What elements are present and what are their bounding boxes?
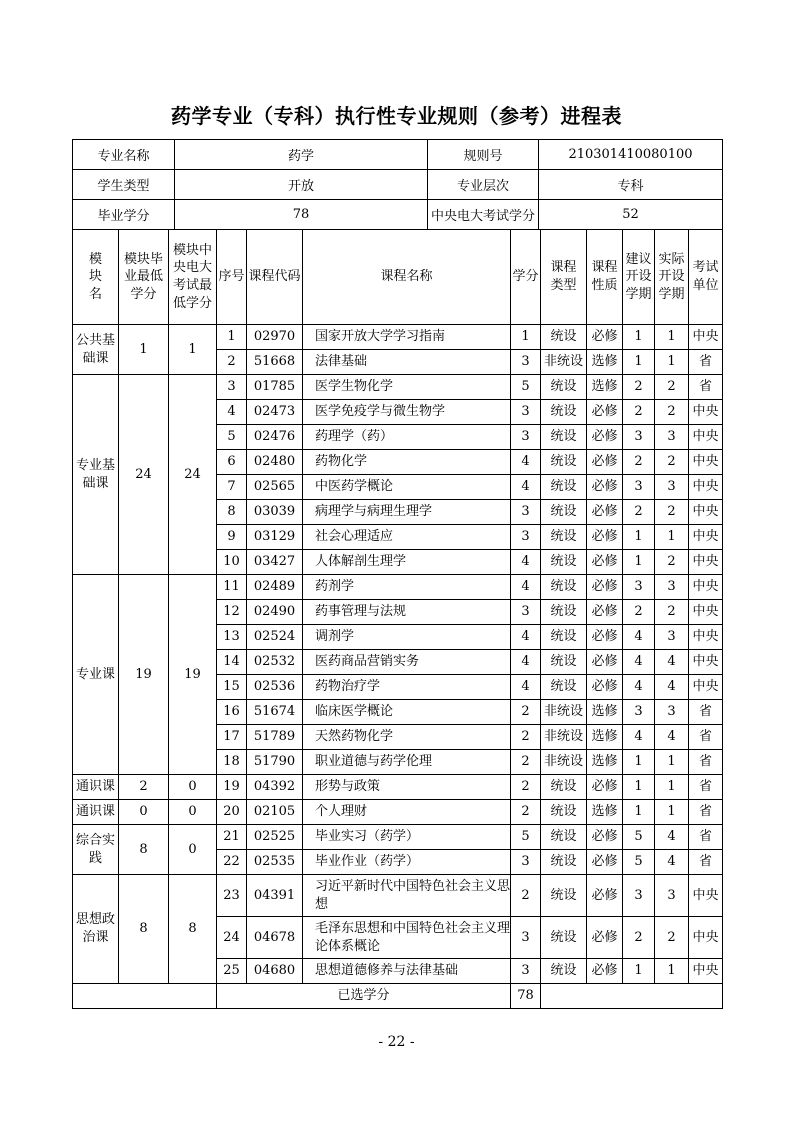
cell-name: 临床医学概论 xyxy=(303,700,511,725)
cell-code: 03129 xyxy=(247,525,303,550)
cell-name: 法律基础 xyxy=(303,350,511,375)
cell-seq: 14 xyxy=(217,650,247,675)
cell-unit: 中央 xyxy=(689,475,723,500)
total-value: 78 xyxy=(511,984,541,1009)
cell-nature: 选修 xyxy=(587,725,623,750)
cell-type: 统设 xyxy=(541,800,587,825)
cell-credit: 1 xyxy=(511,325,541,350)
cell-code: 51668 xyxy=(247,350,303,375)
cell-suggest: 4 xyxy=(623,625,655,650)
header-seq: 序号 xyxy=(217,230,247,325)
header-module: 模块名 xyxy=(73,230,119,325)
cell-credit: 4 xyxy=(511,450,541,475)
cell-suggest: 2 xyxy=(623,450,655,475)
cell-name: 毛泽东思想和中国特色社会主义理论体系概论 xyxy=(303,917,511,959)
cell-unit: 中央 xyxy=(689,875,723,917)
cell-unit: 省 xyxy=(689,825,723,850)
cell-name: 毕业作业（药学） xyxy=(303,850,511,875)
cell-credit: 4 xyxy=(511,625,541,650)
cell-name: 天然药物化学 xyxy=(303,725,511,750)
cell-type: 统设 xyxy=(541,825,587,850)
cell-type: 非统设 xyxy=(541,750,587,775)
cell-code: 02105 xyxy=(247,800,303,825)
cell-name: 习近平新时代中国特色社会主义思想 xyxy=(303,875,511,917)
cell-credit: 2 xyxy=(511,875,541,917)
cell-unit: 中央 xyxy=(689,959,723,984)
cell-seq: 4 xyxy=(217,400,247,425)
credit-label: 毕业学分 xyxy=(73,200,175,230)
cell-nature: 必修 xyxy=(587,425,623,450)
course-body xyxy=(73,325,723,984)
cell-seq: 24 xyxy=(217,917,247,959)
cell-actual: 3 xyxy=(655,425,689,450)
cell-nature: 必修 xyxy=(587,917,623,959)
cell-nature: 必修 xyxy=(587,400,623,425)
cell-name: 药理学（药） xyxy=(303,425,511,450)
cell-name: 病理学与病理生理学 xyxy=(303,500,511,525)
cell-unit: 中央 xyxy=(689,600,723,625)
cell-nature: 必修 xyxy=(587,675,623,700)
cell-credit: 3 xyxy=(511,850,541,875)
cell-type: 统设 xyxy=(541,650,587,675)
cell-code: 02970 xyxy=(247,325,303,350)
cell-suggest: 2 xyxy=(623,600,655,625)
cell-name: 药物化学 xyxy=(303,450,511,475)
cell-type: 统设 xyxy=(541,500,587,525)
cell-actual: 3 xyxy=(655,575,689,600)
cell-credit: 5 xyxy=(511,825,541,850)
cell-type: 统设 xyxy=(541,575,587,600)
cell-code: 03039 xyxy=(247,500,303,525)
group-module: 通识课 xyxy=(73,800,119,825)
cell-name: 调剂学 xyxy=(303,625,511,650)
cell-name: 中医药学概论 xyxy=(303,475,511,500)
cell-actual: 1 xyxy=(655,525,689,550)
cell-seq: 16 xyxy=(217,700,247,725)
cell-seq: 23 xyxy=(217,875,247,917)
cell-credit: 3 xyxy=(511,600,541,625)
cell-unit: 中央 xyxy=(689,450,723,475)
cell-type: 统设 xyxy=(541,775,587,800)
cell-actual: 1 xyxy=(655,959,689,984)
cell-code: 04391 xyxy=(247,875,303,917)
level-label: 专业层次 xyxy=(428,170,539,200)
cell-actual: 2 xyxy=(655,400,689,425)
cell-actual: 2 xyxy=(655,450,689,475)
cell-code: 02535 xyxy=(247,850,303,875)
header-central-min: 模块中央电大考试最低学分 xyxy=(169,230,217,325)
info-row xyxy=(73,140,723,170)
cell-actual: 3 xyxy=(655,475,689,500)
cell-credit: 4 xyxy=(511,475,541,500)
cell-nature: 必修 xyxy=(587,959,623,984)
cell-seq: 12 xyxy=(217,600,247,625)
cell-code: 02565 xyxy=(247,475,303,500)
group-module: 专业课 xyxy=(73,575,119,775)
cell-credit: 2 xyxy=(511,700,541,725)
cell-unit: 省 xyxy=(689,350,723,375)
table-row xyxy=(73,575,723,600)
cell-unit: 中央 xyxy=(689,650,723,675)
table-row xyxy=(73,325,723,350)
cell-suggest: 1 xyxy=(623,775,655,800)
cell-seq: 17 xyxy=(217,725,247,750)
group-central-min: 19 xyxy=(169,575,217,775)
cell-suggest: 3 xyxy=(623,475,655,500)
cell-suggest: 1 xyxy=(623,800,655,825)
cell-suggest: 5 xyxy=(623,825,655,850)
page-title: 药学专业（专科）执行性专业规则（参考）进程表 xyxy=(171,104,622,128)
header-nature: 课程性质 xyxy=(587,230,623,325)
cell-code: 01785 xyxy=(247,375,303,400)
cell-type: 统设 xyxy=(541,675,587,700)
cell-type: 统设 xyxy=(541,959,587,984)
cell-credit: 3 xyxy=(511,400,541,425)
group-min-credit: 0 xyxy=(119,800,169,825)
cell-credit: 5 xyxy=(511,375,541,400)
group-central-min: 1 xyxy=(169,325,217,375)
cell-unit: 中央 xyxy=(689,917,723,959)
cell-credit: 4 xyxy=(511,675,541,700)
cell-seq: 3 xyxy=(217,375,247,400)
header-name: 课程名称 xyxy=(303,230,511,325)
cell-name: 毕业实习（药学） xyxy=(303,825,511,850)
group-module: 通识课 xyxy=(73,775,119,800)
cell-unit: 省 xyxy=(689,750,723,775)
cell-name: 医药商品营销实务 xyxy=(303,650,511,675)
total-label: 已选学分 xyxy=(217,984,511,1009)
cell-name: 思想道德修养与法律基础 xyxy=(303,959,511,984)
cell-seq: 13 xyxy=(217,625,247,650)
cell-nature: 必修 xyxy=(587,825,623,850)
group-module: 综合实践 xyxy=(73,825,119,875)
cell-code: 02473 xyxy=(247,400,303,425)
cell-name: 社会心理适应 xyxy=(303,525,511,550)
table-row xyxy=(73,875,723,917)
cell-code: 02525 xyxy=(247,825,303,850)
cell-seq: 18 xyxy=(217,750,247,775)
header-suggest: 建议开设学期 xyxy=(623,230,655,325)
cell-code: 02480 xyxy=(247,450,303,475)
cell-nature: 选修 xyxy=(587,350,623,375)
cell-nature: 必修 xyxy=(587,875,623,917)
cell-type: 非统设 xyxy=(541,700,587,725)
cell-type: 统设 xyxy=(541,600,587,625)
cell-credit: 3 xyxy=(511,525,541,550)
cell-suggest: 3 xyxy=(623,575,655,600)
total-blank xyxy=(73,984,217,1009)
cell-code: 02490 xyxy=(247,600,303,625)
rule-label: 规则号 xyxy=(428,140,539,170)
total-row xyxy=(73,984,723,1009)
cell-type: 非统设 xyxy=(541,725,587,750)
cell-actual: 4 xyxy=(655,650,689,675)
level-value: 专科 xyxy=(539,170,723,200)
header-code: 课程代码 xyxy=(247,230,303,325)
central-credit-label: 中央电大考试学分 xyxy=(428,200,539,230)
cell-name: 国家开放大学学习指南 xyxy=(303,325,511,350)
cell-type: 统设 xyxy=(541,850,587,875)
cell-nature: 必修 xyxy=(587,650,623,675)
cell-nature: 必修 xyxy=(587,550,623,575)
header-type: 课程类型 xyxy=(541,230,587,325)
cell-nature: 选修 xyxy=(587,800,623,825)
cell-code: 02489 xyxy=(247,575,303,600)
cell-suggest: 2 xyxy=(623,375,655,400)
student-type-label: 学生类型 xyxy=(73,170,175,200)
cell-actual: 4 xyxy=(655,825,689,850)
cell-type: 统设 xyxy=(541,625,587,650)
cell-code: 02524 xyxy=(247,625,303,650)
course-table xyxy=(72,229,723,1009)
cell-actual: 4 xyxy=(655,850,689,875)
cell-type: 统设 xyxy=(541,917,587,959)
cell-nature: 必修 xyxy=(587,775,623,800)
cell-seq: 7 xyxy=(217,475,247,500)
cell-actual: 1 xyxy=(655,750,689,775)
cell-name: 药物治疗学 xyxy=(303,675,511,700)
cell-type: 统设 xyxy=(541,475,587,500)
cell-suggest: 4 xyxy=(623,675,655,700)
group-central-min: 0 xyxy=(169,825,217,875)
cell-name: 医学生物化学 xyxy=(303,375,511,400)
cell-suggest: 1 xyxy=(623,350,655,375)
student-type-value: 开放 xyxy=(175,170,428,200)
cell-suggest: 1 xyxy=(623,750,655,775)
cell-type: 统设 xyxy=(541,550,587,575)
info-row xyxy=(73,170,723,200)
cell-seq: 19 xyxy=(217,775,247,800)
cell-type: 统设 xyxy=(541,450,587,475)
cell-code: 51674 xyxy=(247,700,303,725)
cell-name: 人体解剖生理学 xyxy=(303,550,511,575)
cell-credit: 2 xyxy=(511,775,541,800)
cell-seq: 15 xyxy=(217,675,247,700)
cell-actual: 3 xyxy=(655,625,689,650)
group-min-credit: 24 xyxy=(119,375,169,575)
cell-unit: 中央 xyxy=(689,625,723,650)
cell-unit: 省 xyxy=(689,725,723,750)
cell-seq: 9 xyxy=(217,525,247,550)
cell-seq: 6 xyxy=(217,450,247,475)
header-unit: 考试单位 xyxy=(689,230,723,325)
cell-unit: 中央 xyxy=(689,500,723,525)
cell-seq: 21 xyxy=(217,825,247,850)
info-table xyxy=(72,139,723,230)
cell-nature: 必修 xyxy=(587,850,623,875)
cell-credit: 4 xyxy=(511,650,541,675)
cell-unit: 中央 xyxy=(689,675,723,700)
page-number: - 22 - xyxy=(378,1034,415,1050)
cell-nature: 必修 xyxy=(587,325,623,350)
cell-nature: 必修 xyxy=(587,450,623,475)
cell-unit: 省 xyxy=(689,850,723,875)
major-label: 专业名称 xyxy=(73,140,175,170)
group-central-min: 8 xyxy=(169,875,217,984)
cell-name: 药事管理与法规 xyxy=(303,600,511,625)
cell-credit: 3 xyxy=(511,350,541,375)
group-min-credit: 2 xyxy=(119,775,169,800)
cell-code: 04678 xyxy=(247,917,303,959)
group-central-min: 0 xyxy=(169,800,217,825)
cell-suggest: 2 xyxy=(623,400,655,425)
cell-unit: 中央 xyxy=(689,525,723,550)
cell-code: 51790 xyxy=(247,750,303,775)
cell-suggest: 1 xyxy=(623,550,655,575)
info-row xyxy=(73,200,723,230)
cell-name: 职业道德与药学伦理 xyxy=(303,750,511,775)
central-credit-value: 52 xyxy=(539,200,723,230)
cell-code: 04392 xyxy=(247,775,303,800)
cell-credit: 2 xyxy=(511,725,541,750)
group-module: 公共基础课 xyxy=(73,325,119,375)
cell-nature: 选修 xyxy=(587,700,623,725)
major-value: 药学 xyxy=(175,140,428,170)
cell-credit: 3 xyxy=(511,500,541,525)
cell-actual: 3 xyxy=(655,875,689,917)
cell-seq: 5 xyxy=(217,425,247,450)
cell-code: 02532 xyxy=(247,650,303,675)
cell-suggest: 1 xyxy=(623,325,655,350)
group-central-min: 24 xyxy=(169,375,217,575)
total-blank-right xyxy=(541,984,723,1009)
cell-credit: 3 xyxy=(511,425,541,450)
table-row xyxy=(73,825,723,850)
group-min-credit: 8 xyxy=(119,825,169,875)
cell-seq: 11 xyxy=(217,575,247,600)
cell-credit: 2 xyxy=(511,800,541,825)
cell-unit: 中央 xyxy=(689,325,723,350)
table-row xyxy=(73,775,723,800)
cell-unit: 中央 xyxy=(689,550,723,575)
cell-credit: 3 xyxy=(511,959,541,984)
credit-value: 78 xyxy=(175,200,428,230)
cell-nature: 必修 xyxy=(587,500,623,525)
header-row xyxy=(73,230,723,325)
cell-nature: 选修 xyxy=(587,750,623,775)
cell-nature: 选修 xyxy=(587,375,623,400)
cell-type: 统设 xyxy=(541,400,587,425)
cell-seq: 22 xyxy=(217,850,247,875)
cell-actual: 4 xyxy=(655,725,689,750)
cell-name: 个人理财 xyxy=(303,800,511,825)
cell-credit: 2 xyxy=(511,750,541,775)
rule-value: 210301410080100 xyxy=(539,140,723,170)
cell-unit: 中央 xyxy=(689,400,723,425)
cell-name: 药剂学 xyxy=(303,575,511,600)
cell-suggest: 3 xyxy=(623,425,655,450)
cell-seq: 10 xyxy=(217,550,247,575)
cell-nature: 必修 xyxy=(587,600,623,625)
cell-unit: 中央 xyxy=(689,575,723,600)
cell-actual: 2 xyxy=(655,500,689,525)
group-min-credit: 19 xyxy=(119,575,169,775)
cell-type: 统设 xyxy=(541,425,587,450)
cell-name: 形势与政策 xyxy=(303,775,511,800)
cell-unit: 省 xyxy=(689,700,723,725)
cell-suggest: 1 xyxy=(623,525,655,550)
cell-unit: 省 xyxy=(689,775,723,800)
cell-seq: 20 xyxy=(217,800,247,825)
cell-seq: 25 xyxy=(217,959,247,984)
cell-nature: 必修 xyxy=(587,525,623,550)
header-credit: 学分 xyxy=(511,230,541,325)
cell-code: 03427 xyxy=(247,550,303,575)
header-actual: 实际开设学期 xyxy=(655,230,689,325)
cell-type: 非统设 xyxy=(541,350,587,375)
cell-suggest: 2 xyxy=(623,500,655,525)
cell-suggest: 2 xyxy=(623,917,655,959)
cell-credit: 4 xyxy=(511,550,541,575)
cell-code: 02536 xyxy=(247,675,303,700)
cell-unit: 省 xyxy=(689,800,723,825)
cell-actual: 1 xyxy=(655,350,689,375)
cell-nature: 必修 xyxy=(587,575,623,600)
table-row xyxy=(73,800,723,825)
cell-actual: 1 xyxy=(655,775,689,800)
cell-actual: 1 xyxy=(655,325,689,350)
cell-actual: 4 xyxy=(655,675,689,700)
cell-actual: 3 xyxy=(655,700,689,725)
cell-suggest: 3 xyxy=(623,700,655,725)
group-min-credit: 1 xyxy=(119,325,169,375)
cell-nature: 必修 xyxy=(587,475,623,500)
cell-seq: 2 xyxy=(217,350,247,375)
group-min-credit: 8 xyxy=(119,875,169,984)
cell-suggest: 1 xyxy=(623,959,655,984)
cell-credit: 4 xyxy=(511,575,541,600)
cell-actual: 2 xyxy=(655,550,689,575)
cell-type: 统设 xyxy=(541,875,587,917)
group-module: 专业基础课 xyxy=(73,375,119,575)
header-min-credit: 模块毕业最低学分 xyxy=(119,230,169,325)
cell-actual: 2 xyxy=(655,917,689,959)
group-central-min: 0 xyxy=(169,775,217,800)
cell-seq: 1 xyxy=(217,325,247,350)
cell-seq: 8 xyxy=(217,500,247,525)
cell-suggest: 4 xyxy=(623,725,655,750)
table-row xyxy=(73,375,723,400)
cell-actual: 2 xyxy=(655,600,689,625)
cell-actual: 1 xyxy=(655,800,689,825)
cell-type: 统设 xyxy=(541,525,587,550)
cell-credit: 3 xyxy=(511,917,541,959)
cell-suggest: 3 xyxy=(623,875,655,917)
cell-suggest: 4 xyxy=(623,650,655,675)
cell-name: 医学免疫学与微生物学 xyxy=(303,400,511,425)
cell-code: 51789 xyxy=(247,725,303,750)
group-module: 思想政治课 xyxy=(73,875,119,984)
cell-unit: 中央 xyxy=(689,425,723,450)
cell-type: 统设 xyxy=(541,375,587,400)
cell-type: 统设 xyxy=(541,325,587,350)
cell-suggest: 5 xyxy=(623,850,655,875)
cell-code: 04680 xyxy=(247,959,303,984)
cell-code: 02476 xyxy=(247,425,303,450)
cell-actual: 2 xyxy=(655,375,689,400)
cell-nature: 必修 xyxy=(587,625,623,650)
cell-unit: 省 xyxy=(689,375,723,400)
